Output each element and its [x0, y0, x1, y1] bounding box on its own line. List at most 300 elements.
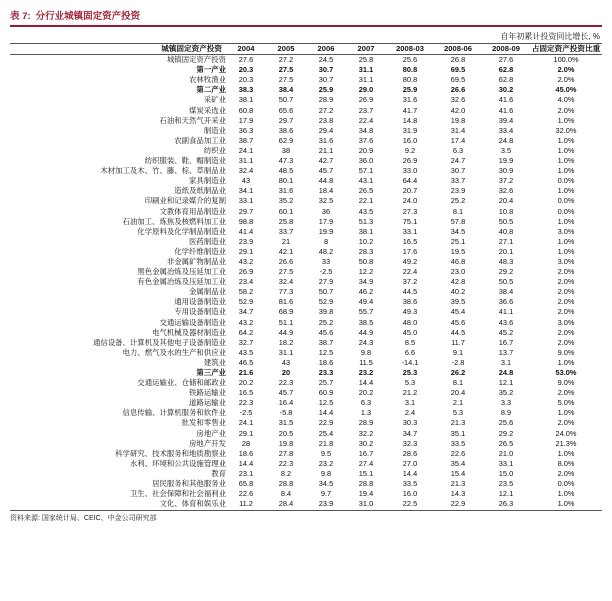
row-value: 60.9	[318, 388, 334, 398]
row-value: 26.9	[402, 156, 418, 166]
row-label: 通信设备、计算机及其他电子设备制造业	[92, 337, 226, 347]
row-value: 1.0%	[557, 448, 575, 458]
row-value: 48.5	[278, 166, 294, 176]
column-header-6: 2008-06	[434, 44, 482, 55]
row-value: 17.9	[318, 216, 334, 226]
row-value: 1.0%	[557, 115, 575, 125]
row-value: 9.8	[320, 468, 332, 478]
table-row	[10, 469, 602, 479]
row-value: 8.1	[452, 206, 464, 216]
row-value: 65.6	[278, 105, 294, 115]
row-value: 22.3	[238, 398, 254, 408]
row-value: 30.9	[498, 166, 514, 176]
table-row	[10, 116, 602, 126]
row-value: 27.0	[402, 458, 418, 468]
table-row	[10, 156, 602, 166]
row-value: 20.4	[498, 196, 514, 206]
column-header-8: 占固定资产投资比重	[531, 44, 601, 53]
row-value: 22.9	[318, 418, 334, 428]
row-value: 45.2	[498, 327, 514, 337]
row-value: 6.6	[404, 347, 416, 357]
row-value: 68.9	[278, 307, 294, 317]
row-value: 35.2	[278, 196, 294, 206]
row-value: 0.0%	[557, 479, 575, 489]
row-value: 45.0%	[555, 85, 577, 95]
row-value: 2.0%	[557, 468, 575, 478]
row-label: 第一产业	[196, 65, 226, 75]
row-value: 2.0%	[557, 307, 575, 317]
row-value: 26.5	[498, 438, 514, 448]
row-value: 22.3	[278, 458, 294, 468]
row-value: 36.3	[238, 125, 254, 135]
row-value: 48.0	[402, 317, 418, 327]
row-value: 31.4	[450, 125, 466, 135]
row-value: 24.1	[238, 145, 254, 155]
row-value: 52.9	[238, 297, 254, 307]
row-value: 34.7	[402, 428, 418, 438]
row-value: 28	[241, 438, 251, 448]
row-value: 21.2	[402, 388, 418, 398]
row-value: 11.2	[239, 499, 253, 509]
row-value: 14.4	[238, 458, 254, 468]
row-value: 32.4	[278, 277, 294, 287]
row-value: 38.6	[278, 125, 294, 135]
row-label: 化学纤维制造业	[174, 246, 226, 256]
row-value: 27.5	[278, 65, 294, 75]
row-value: 27.2	[278, 55, 294, 65]
row-value: 43.5	[238, 347, 254, 357]
row-value: 60.1	[278, 206, 294, 216]
row-value: 39.8	[318, 307, 334, 317]
row-value: 40.8	[498, 226, 514, 236]
row-value: 80.1	[278, 176, 294, 186]
row-value: 11.5	[359, 357, 373, 367]
row-value: 38.6	[402, 297, 418, 307]
row-value: 17.6	[402, 246, 418, 256]
row-value: 25.9	[402, 85, 418, 95]
row-label: 造纸及纸制品业	[174, 186, 226, 196]
row-label: 文化、体育和娱乐业	[159, 499, 226, 509]
row-value: 50.5	[498, 277, 514, 287]
row-value: 1.0%	[557, 357, 575, 367]
row-value: 23.9	[238, 236, 254, 246]
row-value: 57.1	[358, 166, 374, 176]
row-value: 14.4	[358, 378, 374, 388]
table-row	[10, 489, 602, 499]
row-value: 1.3	[360, 408, 372, 418]
row-value: 38.7	[318, 337, 334, 347]
row-value: 62.8	[498, 75, 514, 85]
row-value: 60.8	[238, 105, 254, 115]
table-row	[10, 429, 602, 439]
row-value: 80.8	[402, 75, 418, 85]
table-row	[10, 75, 602, 85]
row-value: 38.3	[238, 85, 254, 95]
table-row	[10, 186, 602, 196]
row-value: 32.6	[450, 95, 466, 105]
column-header-2: 2005	[266, 44, 306, 55]
row-label: 木材加工及木、竹、藤、棕、草制品业	[100, 166, 226, 176]
row-value: 29.7	[238, 206, 254, 216]
row-value: 35.1	[450, 428, 466, 438]
row-value: 4.0%	[557, 95, 575, 105]
row-label: 制造业	[203, 125, 226, 135]
row-value: 26.8	[450, 55, 466, 65]
row-value: 19.8	[450, 115, 466, 125]
row-value: 50.5	[498, 216, 514, 226]
row-label: 第三产业	[196, 368, 226, 377]
row-value: 46.8	[450, 256, 466, 266]
row-label: 医药制造业	[189, 236, 226, 246]
row-value: 10.2	[358, 236, 374, 246]
row-value: 23.5	[498, 479, 514, 489]
row-label: 通用设备制造业	[174, 297, 226, 307]
table-row	[10, 196, 602, 206]
row-value: 31.1	[238, 156, 254, 166]
row-label: 卫生、社会保障和社会福利业	[129, 489, 226, 499]
row-value: 38.1	[238, 95, 254, 105]
row-value: 44.8	[318, 176, 334, 186]
row-value: 8.5	[404, 337, 416, 347]
row-value: 29.4	[318, 125, 334, 135]
row-value: 15.0	[498, 468, 514, 478]
row-value: 19.5	[450, 246, 466, 256]
row-value: 26.6	[278, 256, 294, 266]
row-value: 12.5	[318, 398, 334, 408]
row-value: 2.0%	[557, 287, 575, 297]
row-value: 45.6	[318, 327, 334, 337]
table-row	[10, 227, 602, 237]
row-value: 6.3	[452, 145, 464, 155]
row-label: 道路运输业	[189, 398, 226, 408]
row-value: 9.1	[452, 347, 464, 357]
table-row	[10, 247, 602, 257]
row-value: 25.6	[498, 418, 514, 428]
row-value: 29.2	[498, 428, 514, 438]
row-value: 2.0%	[557, 105, 575, 115]
row-value: 49.4	[358, 297, 374, 307]
row-value: 25.3	[402, 368, 418, 377]
row-value: 25.9	[318, 85, 334, 95]
row-value: 19.9	[318, 226, 334, 236]
row-value: 34.5	[450, 226, 466, 236]
row-value: 25.8	[358, 55, 374, 65]
table-row	[10, 106, 602, 116]
row-label: 建筑业	[203, 357, 226, 367]
row-value: 41.1	[498, 307, 514, 317]
row-value: 45.7	[278, 388, 294, 398]
row-value: 3.1	[500, 357, 512, 367]
row-value: 21.1	[318, 145, 334, 155]
row-value: 33.0	[402, 166, 418, 176]
row-value: 29.2	[498, 267, 514, 277]
row-value: 30.7	[318, 75, 334, 85]
table-row	[10, 136, 602, 146]
row-value: 27.1	[498, 236, 514, 246]
row-value: 3.0%	[557, 226, 575, 236]
row-value: 22.3	[278, 378, 294, 388]
row-value: 18.2	[278, 337, 294, 347]
row-value: 44.9	[358, 327, 374, 337]
row-value: 1.0%	[557, 489, 575, 499]
row-value: 34.1	[238, 186, 254, 196]
row-value: 16.5	[402, 236, 418, 246]
row-value: 8.9	[500, 408, 512, 418]
row-value: 43.1	[358, 176, 374, 186]
row-value: 26.9	[238, 267, 254, 277]
row-value: 17.4	[450, 135, 466, 145]
table-row	[10, 348, 602, 358]
row-value: 80.8	[402, 65, 418, 75]
row-value: 46.2	[358, 287, 374, 297]
row-value: 25.2	[318, 317, 334, 327]
row-value: 31.1	[358, 65, 374, 75]
row-value: 21	[281, 236, 291, 246]
row-value: 8.1	[452, 378, 464, 388]
row-label: 铁路运输业	[189, 388, 226, 398]
table-row	[10, 166, 602, 176]
row-label: 化学原料及化学制品制造业	[137, 226, 226, 236]
row-value: 16.0	[402, 135, 418, 145]
row-value: 21.3	[450, 479, 466, 489]
row-label: 电力、燃气及水的生产和供应业	[122, 347, 226, 357]
row-value: 21.6	[238, 368, 254, 377]
row-value: 50.7	[278, 95, 294, 105]
row-value: 34.5	[318, 479, 334, 489]
row-value: -2.5	[319, 267, 333, 277]
row-value: 65.8	[238, 479, 254, 489]
row-value: 48.3	[498, 256, 514, 266]
row-value: 5.3	[404, 378, 416, 388]
row-value: 38.7	[238, 135, 254, 145]
row-value: 33	[321, 256, 331, 266]
row-value: 44.5	[402, 287, 418, 297]
row-value: 20.5	[278, 428, 294, 438]
row-value: 64.2	[238, 327, 254, 337]
table-row	[10, 55, 602, 66]
row-value: 33.1	[498, 458, 514, 468]
row-value: 18.6	[318, 357, 334, 367]
row-value: 32.5	[318, 196, 334, 206]
table-row	[10, 368, 602, 378]
row-value: 32.0%	[555, 125, 577, 135]
row-value: 13.7	[498, 347, 514, 357]
row-value: 77.3	[278, 287, 294, 297]
row-value: 0.0%	[557, 196, 575, 206]
row-value: 44.5	[450, 327, 466, 337]
row-value: 100.0%	[553, 55, 579, 65]
row-value: 23.7	[358, 105, 374, 115]
row-value: 3.1	[404, 398, 416, 408]
row-value: -5.8	[279, 408, 293, 418]
row-label: 金属制品业	[189, 287, 226, 297]
row-value: 20.1	[498, 246, 514, 256]
row-value: 31.6	[278, 186, 294, 196]
row-value: 52.9	[318, 297, 334, 307]
row-value: 41.4	[238, 226, 254, 236]
row-value: 29.0	[358, 85, 374, 95]
row-label: 房地产开发	[189, 438, 226, 448]
table-row	[10, 398, 602, 408]
row-value: 43.5	[358, 206, 374, 216]
row-value: 25.8	[278, 216, 294, 226]
row-value: 3.0%	[557, 317, 575, 327]
row-value: 34.8	[358, 125, 374, 135]
row-value: 9.8	[360, 347, 372, 357]
table-header-row	[10, 44, 602, 55]
row-value: 22.1	[358, 196, 374, 206]
table-title-text: 分行业城镇固定资产投资	[35, 11, 141, 22]
row-value: 1.0%	[557, 135, 575, 145]
row-value: 23.9	[318, 499, 334, 509]
row-value: 30.2	[358, 438, 374, 448]
row-value: 30.7	[318, 65, 334, 75]
table-row	[10, 257, 602, 267]
row-value: 50.8	[358, 256, 374, 266]
row-value: 9.0%	[557, 347, 575, 357]
row-value: 15.4	[450, 468, 466, 478]
row-value: 57.8	[450, 216, 466, 226]
row-value: 20.7	[402, 186, 418, 196]
table-row	[10, 358, 602, 368]
row-value: 9.2	[404, 145, 416, 155]
row-value: 28.8	[278, 479, 294, 489]
row-value: 42.1	[278, 246, 294, 256]
table-row	[10, 318, 602, 328]
row-label: 电气机械及器材制造业	[152, 327, 226, 337]
row-value: 32.2	[358, 428, 374, 438]
row-value: 27.9	[318, 277, 334, 287]
row-value: 25.2	[450, 196, 466, 206]
row-value: 2.0%	[557, 297, 575, 307]
row-label: 非金属矿物制品业	[166, 256, 226, 266]
row-value: 30.7	[450, 166, 466, 176]
row-value: 20.2	[238, 378, 254, 388]
row-value: 58.2	[238, 287, 254, 297]
row-value: 23.1	[238, 468, 254, 478]
row-value: 25.1	[450, 236, 466, 246]
row-value: 49.2	[402, 256, 418, 266]
row-value: 1.0%	[557, 499, 575, 509]
row-value: 16.0	[402, 489, 418, 499]
row-value: 23.2	[358, 368, 374, 377]
row-value: 43	[281, 357, 291, 367]
row-value: 1.0%	[557, 236, 575, 246]
row-value: 1.0%	[557, 408, 575, 418]
table-row	[10, 146, 602, 156]
table-unit-note: 自年初累计投资同比增长, %	[500, 32, 600, 41]
row-value: 37.2	[498, 176, 514, 186]
row-label: 印刷业和记录媒介的复制	[144, 196, 226, 206]
row-value: 27.5	[278, 75, 294, 85]
table-row	[10, 126, 602, 136]
row-value: 22.4	[402, 267, 418, 277]
row-label: 有色金属冶炼及压延加工业	[137, 277, 226, 287]
row-value: 27.6	[498, 55, 514, 65]
row-value: 20.3	[238, 65, 254, 75]
table-row	[10, 449, 602, 459]
row-value: 27.2	[318, 105, 334, 115]
table-row	[10, 65, 602, 75]
row-value: 24.8	[498, 135, 514, 145]
row-value: 31.9	[402, 125, 418, 135]
row-value: 28.8	[358, 479, 374, 489]
row-value: 24.3	[358, 337, 374, 347]
row-value: 27.3	[402, 206, 418, 216]
row-value: 29.7	[278, 115, 294, 125]
column-header-0: 城镇固定资产投资	[10, 44, 226, 55]
table-row	[10, 418, 602, 428]
row-value: 38.5	[358, 317, 374, 327]
row-value: 37.2	[402, 277, 418, 287]
row-value: 21.0	[498, 448, 514, 458]
row-value: 40.2	[450, 287, 466, 297]
row-value: 11.7	[451, 337, 465, 347]
row-value: 32.3	[402, 438, 418, 448]
row-value: 23.4	[238, 277, 254, 287]
row-value: 25.4	[318, 428, 334, 438]
row-value: 51.3	[358, 216, 374, 226]
row-value: 12.2	[358, 267, 374, 277]
fixed-asset-investment-table	[10, 43, 602, 509]
row-value: 2.0%	[557, 277, 575, 287]
row-label: 交通运输业、仓储和邮政业	[137, 378, 226, 388]
row-value: 62.8	[498, 65, 514, 75]
table-title-bar	[10, 8, 602, 27]
row-label: 石油加工、炼焦及核燃料加工业	[122, 216, 226, 226]
row-value: 29.1	[238, 246, 254, 256]
row-label: 采矿业	[203, 95, 226, 105]
row-value: 43.2	[238, 317, 254, 327]
row-value: 5.0%	[557, 398, 575, 408]
row-value: 12.1	[498, 489, 514, 499]
row-value: 19.9	[498, 156, 514, 166]
row-value: 44.9	[278, 327, 294, 337]
row-label: 城镇固定资产投资	[166, 55, 226, 65]
row-value: 2.4	[404, 408, 416, 418]
row-value: 98.8	[238, 216, 254, 226]
row-value: 24.0	[402, 196, 418, 206]
row-value: 22.6	[238, 489, 254, 499]
row-value: 3.5	[500, 145, 512, 155]
row-value: 1.0%	[557, 216, 575, 226]
table-row	[10, 388, 602, 398]
row-value: 16.5	[238, 388, 254, 398]
row-label: 信息传输、计算机服务和软件业	[122, 408, 226, 418]
row-value: 34.9	[358, 277, 374, 287]
row-label: 第二产业	[196, 85, 226, 95]
table-row	[10, 328, 602, 338]
row-value: 38.4	[498, 287, 514, 297]
table-row	[10, 499, 602, 509]
row-value: 23.9	[450, 186, 466, 196]
column-header-1: 2004	[226, 44, 266, 55]
row-value: 33.7	[278, 226, 294, 236]
table-row	[10, 297, 602, 307]
row-value: 31.6	[318, 135, 334, 145]
row-value: 32.4	[238, 166, 254, 176]
row-value: 43.2	[238, 256, 254, 266]
column-header-5: 2008-03	[386, 44, 434, 55]
row-value: 15.1	[358, 468, 374, 478]
row-value: 33.1	[238, 196, 254, 206]
row-value: 45.7	[318, 166, 334, 176]
row-value: 32.6	[498, 186, 514, 196]
row-value: 30.3	[402, 418, 418, 428]
row-value: 14.8	[402, 115, 418, 125]
row-value: 2.0%	[557, 75, 575, 85]
row-value: 42.8	[450, 277, 466, 287]
